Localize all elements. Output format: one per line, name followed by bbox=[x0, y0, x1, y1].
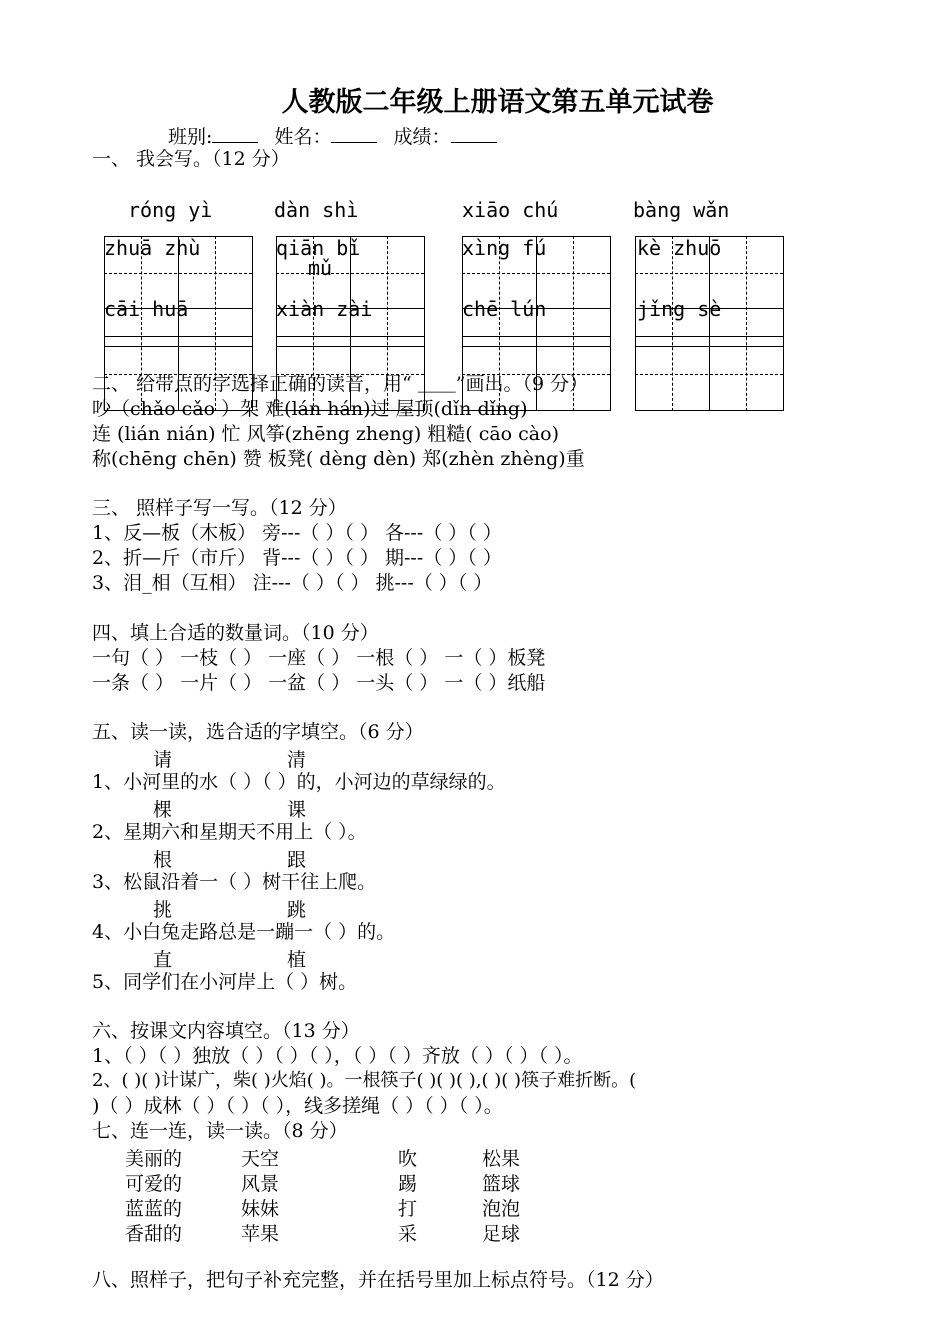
top-pinyin-2: dàn shì bbox=[274, 198, 359, 222]
choice-b: 植 bbox=[287, 949, 307, 971]
choice-b: 跟 bbox=[287, 849, 307, 871]
match-verb-2: 踢 bbox=[398, 1173, 418, 1195]
section2-line-1: 吵（chǎo cǎo ）架 难(lán hán)过 屋顶(dǐn dǐng) bbox=[92, 398, 528, 420]
section4-heading: 四、填上合适的数量词。（10 分） bbox=[92, 622, 379, 644]
top-pinyin-4: bàng wǎn bbox=[633, 198, 730, 222]
section3-heading: 三、 照样子写一写。（12 分） bbox=[92, 497, 347, 519]
section1-heading: 一、 我会写。（12 分） bbox=[92, 148, 290, 170]
section3-line-1: 1、反—板（木板） 旁---（ ）（ ） 各---（ ）（ ） bbox=[92, 522, 502, 544]
section5-item-2: 2、星期六和星期天不用上（ ）。 bbox=[92, 821, 367, 843]
section4-line-1: 一句（ ） 一枝（ ） 一座（ ） 一根（ ） 一（ ）板凳 bbox=[92, 647, 546, 669]
choice-a: 直 bbox=[153, 949, 173, 971]
choice-b: 跳 bbox=[287, 899, 307, 921]
match-left-1: 美丽的 bbox=[125, 1148, 183, 1170]
score-label: 成绩： bbox=[393, 126, 451, 148]
row2-pinyin-2: xiàn zài bbox=[276, 297, 373, 321]
choice-b: 课 bbox=[287, 799, 307, 821]
row1-pinyin-3: xìng fú bbox=[462, 236, 547, 260]
top-pinyin-1: róng yì bbox=[128, 198, 213, 222]
section5-item-4: 4、小白兔走路总是一蹦一（ ）的。 bbox=[92, 921, 396, 943]
row1-pinyin-extra: mǔ bbox=[308, 256, 333, 280]
section5-item-5: 5、同学们在小河岸上（ ）树。 bbox=[92, 971, 358, 993]
section5-item-3: 3、松鼠沿着一（ ）树干往上爬。 bbox=[92, 871, 377, 893]
match-right-2: 风景 bbox=[241, 1173, 280, 1195]
match-right-3: 妹妹 bbox=[241, 1198, 280, 1220]
match-noun-2: 篮球 bbox=[482, 1173, 521, 1195]
section7-heading: 七、连一连，读一读。（8 分） bbox=[92, 1120, 348, 1142]
section4-line-2: 一条（ ） 一片（ ） 一盆（ ） 一头（ ） 一（ ）纸船 bbox=[92, 672, 546, 694]
choice-a: 棵 bbox=[153, 799, 173, 821]
row1-pinyin-1: zhuā zhù bbox=[104, 236, 201, 260]
top-pinyin-3: xiāo chú bbox=[462, 198, 559, 222]
section2-line-2: 连 (lián nián) 忙 风筝(zhēng zheng) 粗糙( cāo cào) bbox=[92, 423, 559, 445]
match-left-3: 蓝蓝的 bbox=[125, 1198, 183, 1220]
class-blank bbox=[212, 126, 258, 143]
section6-line-1: 1、（ ）（ ）独放（ ）（ ）（ ），（ ）（ ）齐放（ ）（ ）（ ）。 bbox=[92, 1045, 583, 1067]
match-noun-1: 松果 bbox=[482, 1148, 521, 1170]
section2-heading: 二、 给带点的字选择正确的读音，用“ ＿＿”画出。（9 分） bbox=[92, 373, 589, 395]
row1-pinyin-2: qiān bǐ bbox=[276, 236, 361, 260]
row2-pinyin-4: jǐng sè bbox=[637, 297, 722, 321]
choice-a: 根 bbox=[153, 849, 173, 871]
section5-item-1: 1、小河里的水（ ）（ ）的，小河边的草绿绿的。 bbox=[92, 771, 506, 793]
name-label: 姓名： bbox=[274, 126, 332, 148]
page-title: 人教版二年级上册语文第五单元试卷 bbox=[281, 87, 714, 118]
row2-pinyin-1: cāi huā bbox=[104, 297, 189, 321]
section6-line-3: )（ ）成林（ ）（ ）（ ），线多搓绳（ ）（ ）（ ）。 bbox=[92, 1095, 503, 1117]
choice-a: 请 bbox=[153, 749, 173, 771]
match-left-4: 香甜的 bbox=[125, 1223, 183, 1245]
student-info bbox=[168, 122, 507, 149]
section6-heading: 六、按课文内容填空。（13 分） bbox=[92, 1020, 360, 1042]
class-label: 班别: bbox=[168, 126, 213, 148]
section3-line-3: 3、泪_相（互相） 注---（ ）（ ） 挑---（ ）（ ） bbox=[92, 572, 493, 594]
match-verb-4: 采 bbox=[398, 1223, 418, 1245]
match-right-4: 苹果 bbox=[241, 1223, 280, 1245]
score-blank bbox=[451, 126, 497, 143]
choice-a: 挑 bbox=[153, 899, 173, 921]
section8-heading: 八、照样子，把句子补充完整，并在括号里加上标点符号。（12 分） bbox=[92, 1269, 664, 1291]
choice-b: 清 bbox=[287, 749, 307, 771]
section5-heading: 五、读一读，选合适的字填空。（6 分） bbox=[92, 721, 424, 743]
name-blank bbox=[331, 126, 377, 143]
section6-line-2: 2、( )( )计谋广，柴( )火焰( )。一根筷子( )( )( ),( )( )筷子难折断。( bbox=[92, 1070, 637, 1091]
match-noun-3: 泡泡 bbox=[482, 1198, 521, 1220]
section2-line-3: 称(chēng chēn) 赞 板凳( dèng dèn) 郑(zhèn zhèng)重 bbox=[92, 448, 585, 470]
row2-pinyin-3: chē lún bbox=[462, 297, 547, 321]
match-verb-1: 吹 bbox=[398, 1148, 418, 1170]
match-verb-3: 打 bbox=[398, 1198, 418, 1220]
match-left-2: 可爱的 bbox=[125, 1173, 183, 1195]
row1-pinyin-4: kè zhuō bbox=[637, 236, 722, 260]
match-noun-4: 足球 bbox=[482, 1223, 521, 1245]
match-right-1: 天空 bbox=[241, 1148, 280, 1170]
section3-line-2: 2、折—斤（市斤） 背---（ ）（ ） 期---（ ）（ ） bbox=[92, 547, 502, 569]
